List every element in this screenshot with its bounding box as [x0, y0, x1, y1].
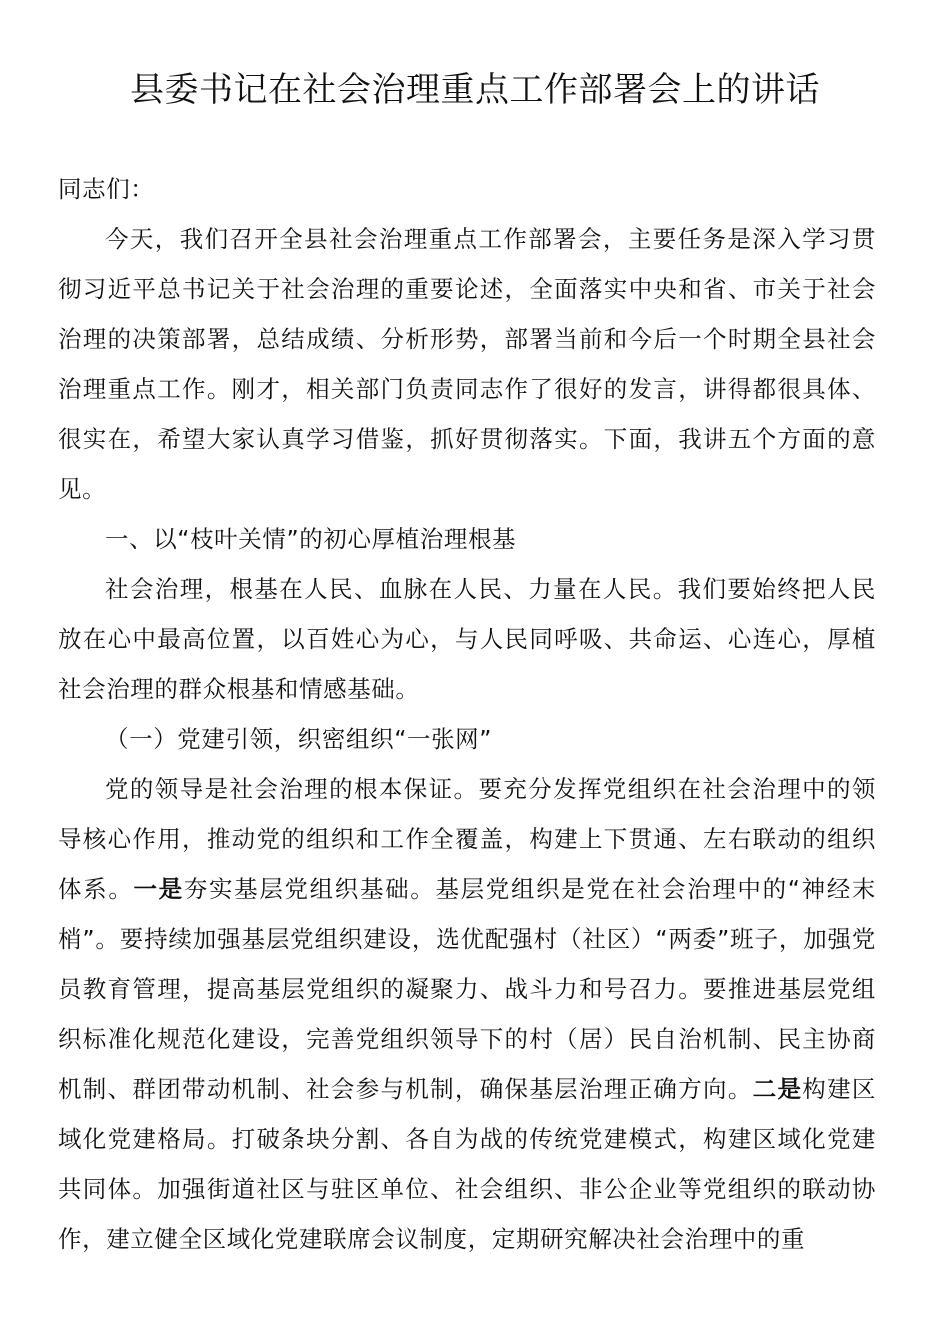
point-2-text: 构建区域化党建格局。打破条块分割、各自为战的传统党建模式，构建区域化党建共同体。加强街道社区与驻区单位、社会组织、非公企业等党组织的联动协作，建立健全区域化党建联席会议制度，定期研究解决社会治理中的重 — [58, 1075, 876, 1253]
subsection-1-heading: （一）党建引领，织密组织“一张网” — [105, 725, 493, 753]
salutation: 同志们： — [58, 175, 155, 203]
intro-paragraph: 今天，我们召开全县社会治理重点工作部署会，主要任务是深入学习贯彻习近平总书记关于社会治理的重要论述，全面落实中央和省、市关于社会治理的决策部署，总结成绩、分析形势，部署当前和今后一个时期全县社会治理重点工作。刚才，相关部门负责同志作了很好的发言，讲得都很具体、很实在，希望大家认真学习借鉴，抓好贯彻落实。下面，我讲五个方面的意见。 — [58, 225, 876, 503]
party-building-intro: 党的领导是社会治理的根本保证。要充分发挥党组织在社会治理中的领导核心作用，推动党的组织和工作全覆盖，构建上下贯通、左右联动的组织体系。 — [58, 775, 876, 903]
point-1-text: 夯实基层党组织基础。基层党组织是党在社会治理中的“神经末梢”。要持续加强基层党组织建设，选优配强村（社区）“两委”班子，加强党员教育管理，提高基层党组织的凝聚力、战斗力和号召力。要推进基层党组织标准化规范化建设，完善党组织领导下的村（居）民自治机制、民主协商机制、群团带动机制、社会参与机制，确保基层治理正确方向。 — [58, 875, 876, 1103]
document-title: 县委书记在社会治理重点工作部署会上的讲话 — [130, 70, 820, 110]
point-2-label: 二是 — [752, 1075, 803, 1103]
section-1-heading: 一、以“枝叶关情”的初心厚植治理根基 — [105, 525, 517, 553]
document-body — [58, 164, 876, 1264]
section-1-paragraph: 社会治理，根基在人民、血脉在人民、力量在人民。我们要始终把人民放在心中最高位置，以百姓心为心，与人民同呼吸、共命运、心连心，厚植社会治理的群众根基和情感基础。 — [58, 575, 876, 703]
point-1-label: 一是 — [133, 875, 184, 903]
party-building-paragraph — [58, 764, 876, 1264]
